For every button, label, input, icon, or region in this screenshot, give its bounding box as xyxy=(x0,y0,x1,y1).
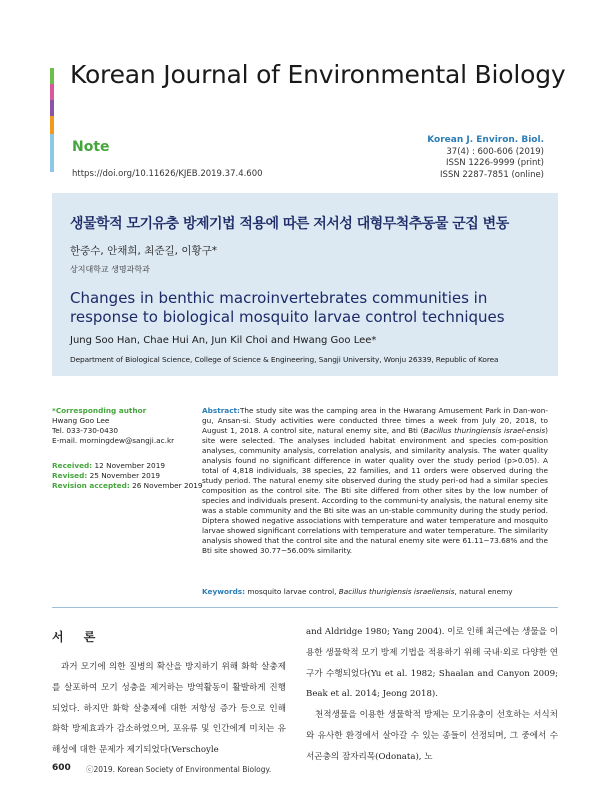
body-column-right xyxy=(306,622,558,768)
authors-english: Jung Soo Han, Chae Hui An, Jun Kil Choi and Hwang Goo Lee* xyxy=(70,335,377,346)
body-paragraph: and Aldridge 1980; Yang 2004). 이로 인해 최근에는 생물을 이용한 생물학적 모기 방제 기법을 적용하기 위해 국내·외로 다양한 연구가 수행되었다(Yu et al. 1982; Shaalan and Canyon 2009; Beak et al. 2014; Jeong 2018). xyxy=(306,627,558,700)
color-strip-orange xyxy=(50,116,54,134)
color-strip-pink xyxy=(50,84,54,100)
journal-title: Korean Journal of Environmental Biology xyxy=(70,60,566,89)
corresponding-author xyxy=(52,406,174,446)
abstract xyxy=(202,406,548,556)
corresponding-label: *Corresponding author xyxy=(52,406,147,415)
keywords-text-2: , natural enemy xyxy=(454,587,513,596)
journal-abbrev: Korean J. Environ. Biol. xyxy=(427,135,544,145)
revised-date: 25 November 2019 xyxy=(89,471,161,480)
issn-online: ISSN 2287-7851 (online) xyxy=(440,169,544,180)
accepted-label: Revision accepted: xyxy=(52,481,130,490)
affiliation-korean: 상지대학교 생명과학과 xyxy=(70,265,150,274)
article-type: Note xyxy=(72,139,110,155)
color-strip-blue xyxy=(50,134,54,172)
abstract-italic: Bacillus thuringiensis israel-ensis xyxy=(423,426,546,435)
title-english: Changes in benthic macroinvertebrates communities in response to biological mosquito larvae control techniques xyxy=(70,289,505,326)
received-label: Received: xyxy=(52,461,93,470)
accepted-date: 26 November 2019 xyxy=(132,481,203,490)
affiliation-english: Department of Biological Science, College of Science & Engineering, Sangji University, Wonju 26339, Republic of Korea xyxy=(70,355,499,364)
keywords-italic: Bacillus thurigiensis israeliensis xyxy=(338,587,455,596)
doi-link[interactable]: https://doi.org/10.11626/KJEB.2019.37.4.600 xyxy=(72,169,263,179)
received-date: 12 November 2019 xyxy=(94,461,165,470)
body-paragraph: 과거 모기에 의한 질병의 확산을 방지하기 위해 화학 살충제를 살포하여 모기 성충을 제거하는 방역활동이 활발하게 진행되었다. 하지만 화학 살충제에 대한 저항성 증가 등으로 인해 화학 방제효과가 감소하였으며, 포유류 및 인간에게 미치는 유해성에 대한 문제가 제기되었다(Verschoyle xyxy=(52,662,286,756)
title-korean: 생물학적 모기유충 방제기법 적용에 따른 저서성 대형무척추동물 군집 변동 xyxy=(70,216,509,232)
page-number: 600 xyxy=(52,763,71,773)
keywords-text-1: mosquito larvae control, xyxy=(245,587,339,596)
abstract-text-2: ) site were selected. The analyses included habitat environment and species com-position analyses, community analysis, correlation analysis, and similarity analysis. The water quality analysis found no significant difference in water quality over the study period (p>0.05). A total of 4,818 individuals, 38 species, 22 families, and 11 orders were observed during the study period. The natural enemy site observed during the study peri-od had a similar species composition as the control site. The Bti site differed from other sites by the low number of species and individuals present. According to the communi-ty analysis, the natural enemy site was a stable community and the Bti site was an un-stable community during the study period. Diptera showed negative associations with temperature and water temperature and mosquito larvae showed significant correlations with temperature and water temperature. The similarity analysis showed that the control site and the natural enemy site were 61.11−73.68% and the Bti site showed 30.77−56.00% similarity. xyxy=(202,426,548,555)
body-column-left xyxy=(52,657,286,761)
abstract-label: Abstract: xyxy=(202,406,240,415)
corresponding-name: Hwang Goo Lee xyxy=(52,416,110,425)
body-paragraph: 천적생물을 이용한 생물학적 방제는 모기유충이 선호하는 서식처와 유사한 환경에서 살아갈 수 있는 종들이 선정되며, 그 중에서 수서곤충의 잠자리목(Odonata), 노 xyxy=(306,710,558,762)
copyright: ⓒ2019. Korean Society of Environmental Biology. xyxy=(86,765,272,774)
color-strip-green xyxy=(50,68,54,84)
corresponding-tel: Tel. 033-730-0430 xyxy=(52,426,119,435)
section-heading: 서 론 xyxy=(52,630,104,644)
issn-print: ISSN 1226-9999 (print) xyxy=(446,158,544,168)
color-strip-purple xyxy=(50,100,54,116)
corresponding-email[interactable]: E-mail. morningdew@sangji.ac.kr xyxy=(52,436,175,445)
keywords-label: Keywords: xyxy=(202,587,246,596)
authors-korean: 한중수, 안채희, 최준길, 이황구* xyxy=(70,245,217,257)
article-dates xyxy=(52,461,203,491)
volume-pages: 37(4) : 600-606 (2019) xyxy=(446,146,544,157)
abstract-text-1: The study site was the camping area in the Hwarang Amusement Park in Dan-won-gu, Ansan-si. Study activities were conducted three times a week from July 20, 2018, to August 1, 2018. A control site, natural enemy site, and Bti ( xyxy=(202,406,548,435)
journal-meta xyxy=(427,135,544,181)
revised-label: Revised: xyxy=(52,471,88,480)
section-divider xyxy=(52,607,558,608)
keywords xyxy=(202,587,562,596)
